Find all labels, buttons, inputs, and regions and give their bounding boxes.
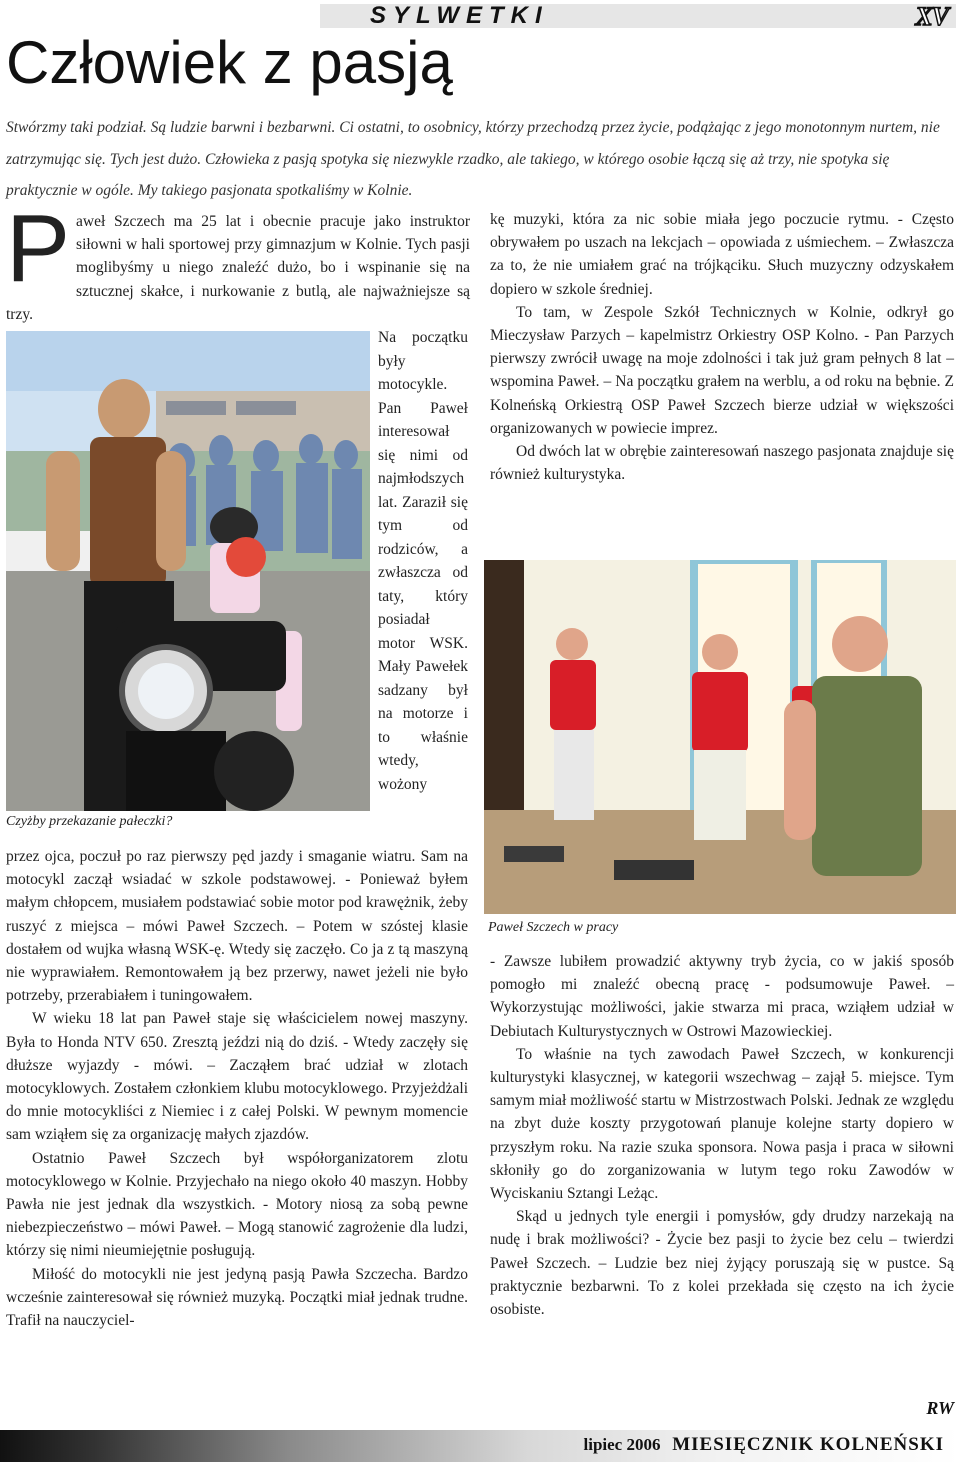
photo-caption-left: Czyżby przekazanie pałeczki? (6, 814, 173, 829)
photo-motorcycle (6, 331, 370, 811)
paragraph: - Zawsze lubiłem prowadzić aktywny tryb życia, co w jakiś sposób pomogło mi znaleźć obecną pracę - podsumowuje Paweł. – Wykorzystując możliwości, jakie stwarza mi praca, wziąłem udział w Debiutach Kulturystycznych w Ostrowi Mazowieckiej. (490, 953, 954, 1040)
article-lead: Stwórzmy taki podział. Są ludzie barwni i bezbarwni. Ci ostatni, to osobnicy, którzy przechodzą przez życie, podążając z jego monotonnym nurtem, nie zatrzymując się. Tych jest dużo. Człowieka z pasją spotyka się niezwykle rzadko, ale takiego, w którego osobie łączą się aż trzy, nie spotyka się praktycznie w ogóle. My takiego pasjonata spotkaliśmy w Kolnie. (6, 119, 940, 199)
gym-photo-illustration (484, 560, 956, 914)
photo-gym (484, 560, 956, 914)
section-title: SYLWETKI (370, 2, 549, 29)
paragraph: kę muzyki, która za nic sobie miała jego poczucie rytmu. - Często obrywałem po uszach na lekcjach – opowiada z uśmiechem. – Zwłaszcza za to, że nie umiałem grać na trójkąciku. Słuch muzyczny odzyskałem dopiero w szkole średniej. (490, 211, 954, 298)
paragraph: W wieku 18 lat pan Paweł staje się właścicielem nowej maszyny. Była to Honda NTV 650. Zresztą jeździ nią do dziś. - Wtedy zaczęły się dłuższe wyjazdy - mówi. – Zacząłem brać udział w zlotach motocyklowych. Zostałem członkiem klubu motocyklowego. Przyjeżdżali do mnie motocykliści z Niemiec i z całej Polski. W pewnym momencie sam wziąłem się za organizację małych zjazdów. (6, 1010, 468, 1144)
magazine-name: MIESIĘCZNIK KOLNEŃSKI (672, 1434, 944, 1455)
article-title: Człowiek z pasją (6, 29, 453, 96)
paragraph: Miłość do motocykli nie jest jedyną pasją Pawła Szczecha. Bardzo wcześnie zainteresował się również muzyką. Początki miał jednak trudne. Trafił na nauczyciel- (6, 1265, 468, 1330)
paragraph: To właśnie na tych zawodach Paweł Szczech, w konkurencji kulturystyki klasycznej, w kategorii wszechwag – zajął 5. miejsce. Tym samym miał możliwość startu w Mistrzostwach Polski. Jednak ze względu na zbyt duże koszty przygotowań planuje kolejne starty dopiero w przyszłym roku. Na razie szuka sponsora. Nowa pasja i praca w siłowni skłoniły go do zorganizowania w lutym tego roku Zawodów w Wyciskaniu Sztangi Leżąc. (490, 1045, 954, 1203)
motorcycle-photo-illustration (6, 331, 370, 811)
beside-photo-text: Na początku były motocykle. Pan Paweł interesował się nimi od najmłodszych lat. Zaraził się tym od rodziców, a zwłaszcza od taty, który posiadał motor WSK. Mały Pawełek sadzany był na motorze i to właśnie wtedy, wożony (378, 329, 468, 793)
paragraph: Od dwóch lat w obrębie zainteresowań naszego pasjonata znajduje się również kulturystyka. (490, 443, 954, 484)
right-column-bottom (490, 950, 954, 1321)
left-column-body (6, 845, 468, 1332)
paragraph: Ostatnio Paweł Szczech był współorganizatorem zlotu motocyklowego w Kolnie. Przyjechało na niego około 40 maszyn. Hobby Pawła nie jest jednak dla wszystkich. - Motory niosą za sobą pewne niebezpieczeństwo – mówi Paweł. – Mogą stanowić zagrożenie dla ludzi, którzy się nimi nieumiejętnie posługują. (6, 1149, 468, 1260)
intro-text: aweł Szczech ma 25 lat i obecnie pracuje jako instruktor siłowni w hali sportowej przy gimnazjum w Kolnie. Tych pasji moglibyśmy u niego znaleźć dużo, bo i wspinanie się na sztucznej skałce, i nurkowanie z butlą, ale najważniejsze są trzy. (6, 213, 470, 323)
photo-caption-right: Paweł Szczech w pracy (488, 920, 619, 935)
footer-masthead (584, 1434, 944, 1456)
paragraph: Skąd u jednych tyle energii i pomysłów, gdy drudzy narzekają na nudę i brak możliwości? - Życie bez pasji to życie bez celu – twierdzi Paweł Szczech. – Ludzie bez niej żyjący poruszają się w pustce. Są praktycznie bezbarwni. To z kolei przekłada się często na ich życie osobiste. (490, 1208, 954, 1319)
paragraph: To tam, w Zespole Szkół Technicznych w Kolnie, odkrył go Mieczysław Parzych – kapelmistrz Orkiestry OSP Kolno. - Pan Parzych pierwszy zwrócił uwagę na moje zdolności i tak już gram pełnych 8 lat – wspomina Paweł. – Na początku grałem na werblu, a od roku na bębnie. Z Kolneńską Orkiestrą OSP Paweł Szczech bierze udział w większości organizowanych w powiecie imprez. (490, 303, 954, 437)
footer-date: lipiec 2006 (583, 1435, 661, 1454)
author-signature: RW (926, 1398, 954, 1418)
issue-number: XV (915, 2, 948, 31)
text-beside-photo (378, 326, 468, 796)
drop-cap: P (6, 195, 71, 302)
right-column-top (490, 208, 954, 486)
intro-paragraph (6, 195, 470, 326)
paragraph: przez ojca, poczuł po raz pierwszy pęd jazdy i smaganie wiatru. Sam na motocykl zaczął wsiadać w szkole podstawowej. - Ponieważ byłem małym chłopcem, musiałem podstawiać sobie motor pod krawężnik, żeby ruszyć z miejsca – mówi Paweł Szczech. – Potem w szóstej klasie dostałem od wujka własną WSK-ę. Wtedy się zaczęło. Co ja z tą maszyną nie wyprawiałem. Remontowałem ją bez przerwy, nawet jeżeli nie było potrzeby, przerabiałem i tuningowałem. (6, 848, 468, 1005)
